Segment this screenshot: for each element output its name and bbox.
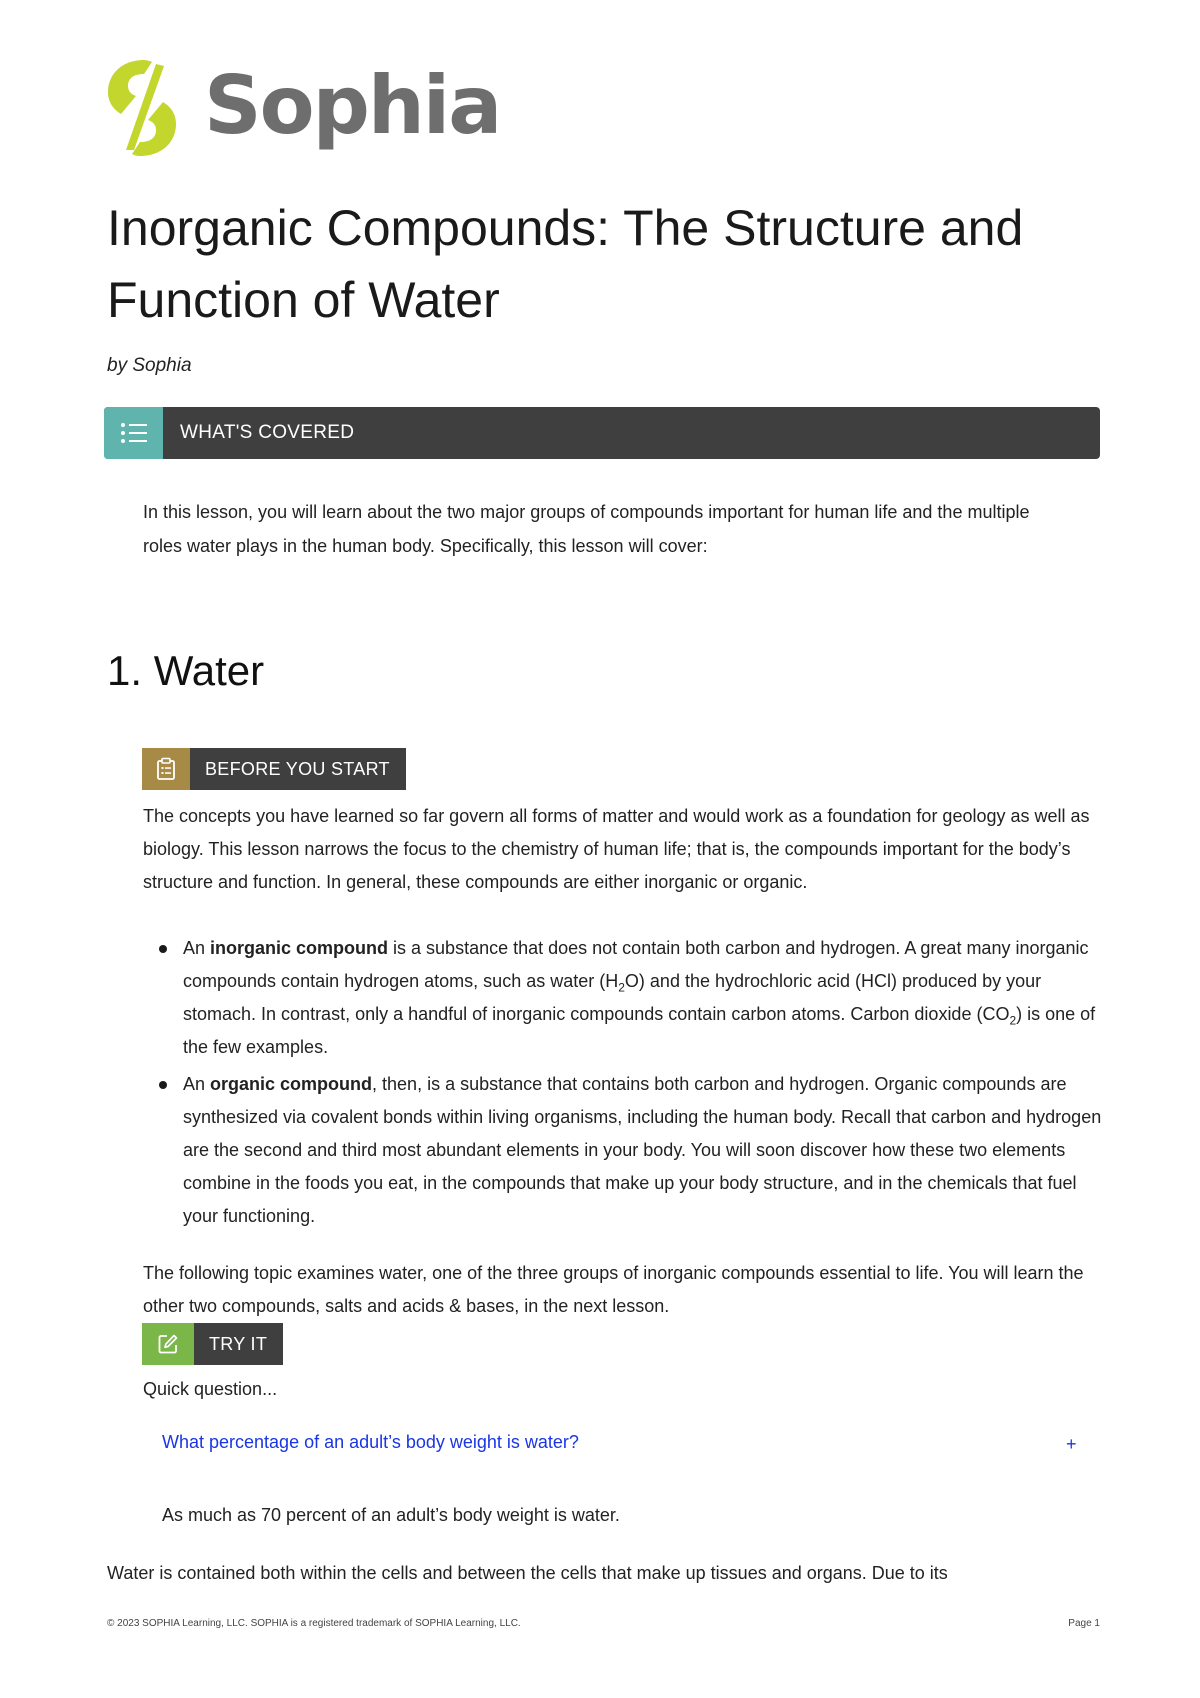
expand-button[interactable]: + <box>1066 1434 1077 1454</box>
bullet-text: , then, is a substance that contains both carbon and hydrogen. Organic compounds are synthesized via covalent bonds within living organisms, including the human body. Recall that carbon and hydrogen are the second and third most abundant elements in your body. You will soon discover how these two elements combine in the foods you eat, in the compounds that make up your body structure, and in the chemicals that fuel your functioning. <box>183 1074 1102 1226</box>
before-you-start-label: BEFORE YOU START <box>205 758 390 779</box>
list-item <box>143 932 1103 1064</box>
list-item <box>143 1068 1103 1233</box>
quick-question-intro: Quick question... <box>143 1379 278 1399</box>
page-title: Inorganic Compounds: The Structure and Function of Water <box>107 200 1024 328</box>
section-heading: 1. Water <box>107 647 265 694</box>
logo-wordmark: Sophia <box>204 59 501 152</box>
try-it-label: TRY IT <box>209 1333 268 1354</box>
whats-covered-text: In this lesson, you will learn about the two major groups of compounds important for human life and the multiple roles water plays in the human body. Specifically, this lesson will cover: <box>143 502 1030 556</box>
question-toggle[interactable]: What percentage of an adult’s body weight is water? <box>162 1432 579 1452</box>
compound-definitions-list <box>143 932 1103 1237</box>
before-you-start-header <box>142 748 406 790</box>
bullet-icon <box>159 1081 167 1089</box>
sophia-logo-mark-icon <box>104 58 180 158</box>
pencil-edit-icon <box>142 1323 194 1365</box>
author-byline: by Sophia <box>107 355 192 376</box>
footer-copyright: © 2023 SOPHIA Learning, LLC. SOPHIA is a registered trademark of SOPHIA Learning, LLC. <box>107 1618 521 1629</box>
try-it-header <box>142 1323 283 1365</box>
bullet-text: O) and the hydrochloric acid (HCl) produced by your stomach. In contrast, only a handful of inorganic compounds contain carbon atoms. Carbon dioxide (CO <box>183 971 1042 1024</box>
whats-covered-header <box>104 407 1100 459</box>
bullet-prefix: An <box>183 938 211 958</box>
bullet-icon <box>159 945 167 953</box>
subscript: 2 <box>1009 1013 1017 1028</box>
subscript: 2 <box>618 980 625 995</box>
intro-paragraph: The concepts you have learned so far govern all forms of matter and would work as a foundation for geology as well as biology. This lesson narrows the focus to the chemistry of human life; that is, the compounds important for the body’s structure and function. In general, these compounds are either inorganic or organic. <box>143 806 1090 892</box>
bullet-prefix: An <box>183 1074 211 1094</box>
clipboard-icon <box>142 748 190 790</box>
question-answer: As much as 70 percent of an adult’s body weight is water. <box>162 1505 620 1525</box>
page-number: Page 1 <box>1068 1618 1100 1629</box>
whats-covered-label: WHAT'S COVERED <box>180 422 355 443</box>
sophia-logo <box>104 55 500 161</box>
bullet-text: is a substance that does not contain both carbon and hydrogen. A great many inorganic compounds contain hydrogen atoms, such as water (H <box>183 938 1089 991</box>
term-inorganic-compound: inorganic compound <box>210 938 389 958</box>
topic-paragraph: The following topic examines water, one of the three groups of inorganic compounds essential to life. You will learn the other two compounds, salts and acids & bases, in the next lesson. <box>143 1263 1084 1316</box>
closing-paragraph: Water is contained both within the cells and between the cells that make up tissues and organs. Due to its <box>107 1563 948 1583</box>
list-icon <box>104 407 163 459</box>
term-organic-compound: organic compound <box>210 1074 373 1094</box>
bullet-text: ) is one of the few examples. <box>183 1004 1096 1057</box>
